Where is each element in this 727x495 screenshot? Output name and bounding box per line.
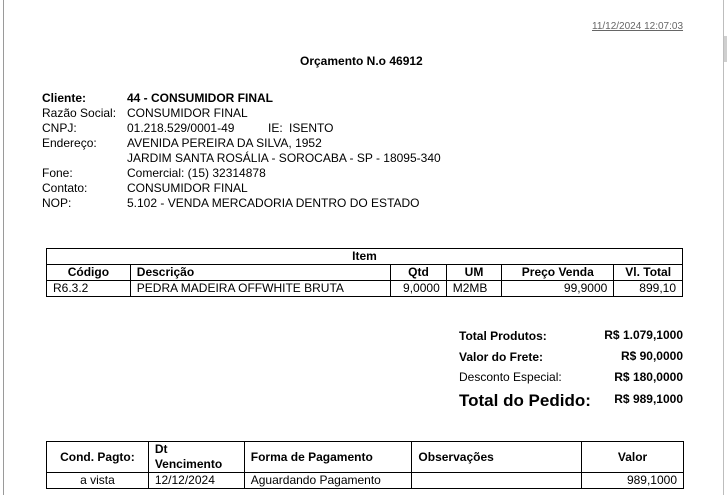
- item-um: M2MB: [446, 281, 502, 297]
- valor-frete-value: R$ 90,0000: [620, 349, 683, 363]
- razao-social-label: Razão Social:: [42, 106, 117, 120]
- fone-value: Comercial: (15) 32314878: [127, 166, 266, 180]
- endereco-line1: AVENIDA PEREIRA DA SILVA, 1952: [127, 136, 322, 150]
- desconto-especial-label: Desconto Especial:: [459, 370, 562, 384]
- page-border-right: [723, 0, 724, 495]
- total-produtos-value: R$ 1.079,1000: [604, 328, 683, 342]
- contato-label: Contato:: [42, 181, 88, 195]
- ie-value: ISENTO: [289, 121, 334, 135]
- fone-label: Fone:: [42, 166, 73, 180]
- cnpj-value: 01.218.529/0001-49: [127, 121, 235, 135]
- items-header-row: [47, 265, 683, 281]
- desconto-especial-value: R$ 180,0000: [614, 370, 683, 384]
- nop-label: NOP:: [42, 196, 72, 210]
- cliente-value: 44 - CONSUMIDOR FINAL: [127, 91, 274, 105]
- page-border-left: [3, 0, 4, 495]
- nop-value: 5.102 - VENDA MERCADORIA DENTRO DO ESTADO: [127, 196, 420, 210]
- col-header-codigo: Código: [47, 265, 131, 281]
- col-header-vl-total: Vl. Total: [614, 265, 683, 281]
- cnpj-label: CNPJ:: [42, 121, 77, 135]
- total-pedido-value: R$ 989,1000: [614, 392, 683, 406]
- ie-label: IE:: [268, 121, 283, 135]
- col-header-observacoes: Observações: [412, 442, 582, 473]
- contato-value: CONSUMIDOR FINAL: [127, 181, 248, 195]
- table-row: [47, 473, 684, 489]
- col-header-preco-venda: Preço Venda: [502, 265, 614, 281]
- items-table: [46, 248, 683, 297]
- payment-header-row: [47, 442, 684, 473]
- col-header-dt-vencimento: Dt Vencimento: [148, 442, 244, 473]
- cliente-label: Cliente:: [42, 91, 87, 105]
- total-pedido-label: Total do Pedido:: [459, 391, 591, 410]
- endereco-line2: JARDIM SANTA ROSÁLIA - SOROCABA - SP - 18095-340: [127, 151, 441, 165]
- payment-observacoes: [412, 473, 582, 489]
- col-header-qtd: Qtd: [391, 265, 447, 281]
- items-group-header: Item: [47, 249, 683, 265]
- payment-table: [46, 441, 684, 489]
- col-header-valor: Valor: [582, 442, 684, 473]
- col-header-forma-pagamento: Forma de Pagamento: [244, 442, 412, 473]
- payment-cond-pagto: a vista: [47, 473, 149, 489]
- item-preco-venda: 99,9000: [502, 281, 614, 297]
- item-qtd: 9,0000: [391, 281, 447, 297]
- total-produtos-label: Total Produtos:: [459, 329, 547, 343]
- table-row: [47, 281, 683, 297]
- col-header-um: UM: [446, 265, 502, 281]
- payment-forma-pagamento: Aguardando Pagamento: [244, 473, 412, 489]
- item-vl-total: 899,10: [614, 281, 683, 297]
- item-codigo: R6.3.2: [47, 281, 131, 297]
- valor-frete-label: Valor do Frete:: [459, 350, 544, 364]
- col-header-descricao: Descrição: [130, 265, 390, 281]
- item-descricao: PEDRA MADEIRA OFFWHITE BRUTA: [130, 281, 390, 297]
- col-header-cond-pagto: Cond. Pagto:: [47, 442, 149, 473]
- document-title: Orçamento N.o 46912: [300, 54, 423, 68]
- razao-social-value: CONSUMIDOR FINAL: [127, 106, 248, 120]
- print-timestamp: 11/12/2024 12:07:03: [592, 21, 684, 32]
- payment-dt-vencimento: 12/12/2024: [148, 473, 244, 489]
- payment-valor: 989,1000: [582, 473, 684, 489]
- endereco-label: Endereço:: [42, 136, 97, 150]
